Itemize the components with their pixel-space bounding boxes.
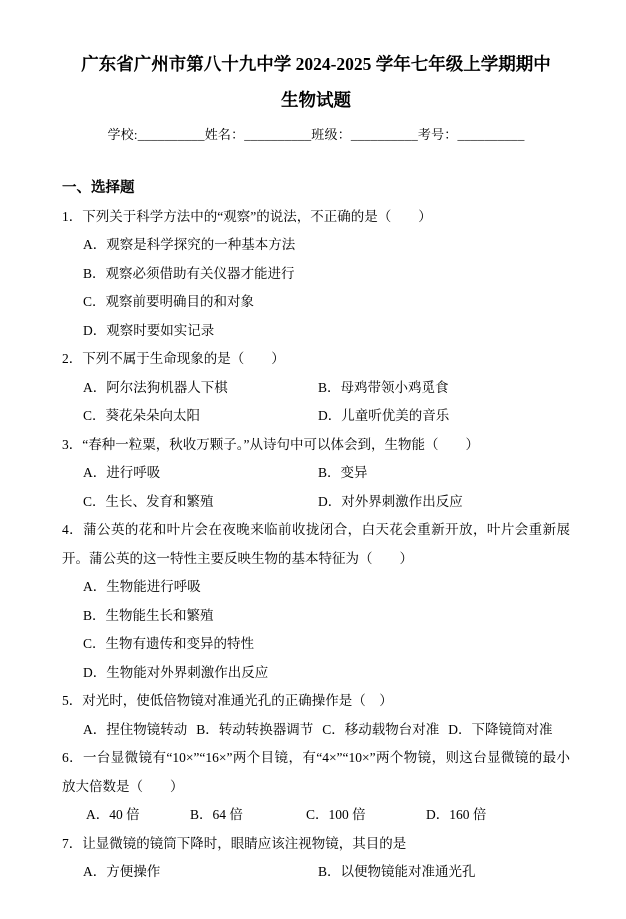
class-blank: __________	[350, 127, 418, 142]
question-4-option-d	[62, 659, 570, 688]
question-1-stem-text: 下列关于科学方法中的“观察”的说法，不正确的是（ ）	[82, 208, 432, 224]
option-text: 生物有遗传和变异的特性	[105, 636, 255, 651]
option-label: D．	[318, 493, 342, 509]
question-3-option-c	[83, 488, 318, 517]
option-label: A．	[86, 807, 110, 822]
question-4-option-b	[62, 602, 570, 631]
question-6-stem-text: 一台显微镜有“10×”“16×”两个目镜，有“4×”“10×”两个物镜，则这台显微镜的最小放大倍数是（ ）	[62, 750, 571, 794]
option-text: 移动载物台对准	[344, 721, 440, 737]
question-4-option-c	[62, 630, 570, 659]
option-text: 观察必须借助有关仪器才能进行	[105, 265, 295, 281]
question-1	[62, 203, 570, 346]
question-2	[62, 345, 570, 431]
question-3	[62, 431, 570, 517]
question-3-options	[62, 459, 570, 516]
question-5-option-c	[322, 716, 439, 745]
student-info-line	[62, 120, 570, 150]
name-blank: __________	[244, 127, 312, 142]
question-3-option-d	[318, 488, 570, 517]
question-5-option-b	[196, 716, 313, 745]
option-text: 捏住物镜转动	[106, 721, 188, 737]
question-6-option-b	[190, 801, 306, 830]
option-text: 葵花朵朵向太阳	[105, 408, 201, 423]
question-5-options	[62, 716, 570, 745]
option-text: 100 倍	[328, 807, 366, 822]
option-label: D．	[448, 721, 472, 737]
question-6	[62, 744, 570, 830]
option-text: 生长、发育和繁殖	[105, 493, 214, 509]
question-3-stem-text: “春种一粒粟，秋收万颗子。”从诗句中可以体会到，生物能（ ）	[82, 436, 479, 452]
question-1-number: 1．	[62, 208, 83, 224]
question-5-number: 5．	[62, 693, 83, 708]
question-4	[62, 516, 570, 687]
question-4-options	[62, 573, 570, 687]
question-2-option-a	[83, 374, 318, 403]
question-2-stem-text: 下列不属于生命现象的是（ ）	[82, 351, 285, 366]
option-label: A．	[83, 237, 107, 252]
option-label: A．	[83, 579, 107, 594]
name-label: 姓名：	[204, 127, 245, 142]
option-text: 儿童听优美的音乐	[341, 408, 450, 423]
option-label: B．	[318, 379, 341, 395]
option-label: B．	[83, 607, 106, 623]
option-text: 160 倍	[449, 807, 487, 822]
question-1-option-d	[62, 317, 570, 346]
option-text: 观察是科学探究的一种基本方法	[106, 237, 296, 252]
option-label: D．	[318, 408, 342, 423]
option-text: 变异	[340, 465, 368, 480]
school-field	[107, 127, 204, 142]
question-3-option-b	[318, 459, 570, 488]
question-1-options	[62, 231, 570, 345]
option-label: D．	[83, 322, 107, 338]
question-4-option-a	[62, 573, 570, 602]
option-label: C．	[322, 721, 345, 737]
option-label: A．	[83, 379, 107, 395]
option-text: 方便操作	[106, 864, 161, 879]
question-7-number: 7．	[62, 835, 83, 851]
exam-title-line1: 广东省广州市第八十九中学 2024-2025 学年七年级上学期期中	[81, 54, 551, 74]
option-label: C．	[306, 807, 329, 822]
question-5-stem	[62, 687, 570, 716]
option-text: 64 倍	[212, 807, 243, 822]
option-text: 转动转换器调节	[218, 721, 314, 737]
question-7-option-b	[318, 858, 570, 887]
section-heading-multiple-choice: 一、选择题	[62, 180, 135, 196]
option-text: 以便物镜能对准通光孔	[340, 864, 476, 879]
question-7-stem	[62, 830, 570, 859]
option-label: C．	[83, 493, 106, 509]
question-6-options	[62, 801, 570, 830]
question-5-option-a	[83, 716, 187, 745]
option-label: C．	[83, 408, 106, 423]
question-4-number: 4．	[62, 522, 84, 537]
question-5-option-d	[448, 716, 552, 745]
question-2-options	[62, 374, 570, 431]
option-text: 观察前要明确目的和对象	[105, 294, 255, 309]
question-2-option-c	[83, 402, 318, 431]
class-field	[311, 127, 418, 142]
question-3-stem	[62, 431, 570, 460]
option-text: 阿尔法狗机器人下棋	[106, 379, 228, 395]
question-1-option-c	[62, 288, 570, 317]
option-label: B．	[318, 864, 341, 879]
option-text: 母鸡带领小鸡觅食	[340, 379, 449, 395]
option-label: D．	[83, 664, 107, 680]
class-label: 班级：	[311, 127, 351, 142]
school-label: 学校:	[107, 127, 138, 142]
question-7	[62, 830, 570, 887]
exam-number-label: 考号：	[417, 127, 458, 142]
option-text: 观察时要如实记录	[106, 322, 215, 338]
option-text: 40 倍	[109, 807, 140, 822]
name-field	[205, 127, 312, 142]
question-3-number: 3．	[62, 436, 83, 452]
question-6-option-a	[86, 801, 190, 830]
option-label: B．	[83, 265, 106, 281]
question-4-stem	[62, 516, 570, 573]
question-1-option-a	[62, 231, 570, 260]
question-5-stem-text: 对光时，使低倍物镜对准通光孔的正确操作是（ ）	[82, 693, 393, 708]
question-6-option-c	[306, 801, 426, 830]
option-label: C．	[83, 636, 106, 651]
question-6-number: 6．	[62, 750, 84, 765]
option-label: C．	[83, 294, 106, 309]
question-6-option-d	[426, 801, 570, 830]
question-7-options	[62, 858, 570, 887]
question-4-stem-text: 蒲公英的花和叶片会在夜晚来临前收拢闭合，白天花会重新开放，叶片会重新展开。蒲公英的这一特性主要反映生物的基本特征为（ ）	[62, 522, 571, 566]
question-6-stem	[62, 744, 570, 801]
question-7-option-a	[83, 858, 318, 887]
option-text: 进行呼吸	[106, 465, 161, 480]
question-3-option-a	[83, 459, 318, 488]
option-text: 下降镜筒对准	[471, 721, 553, 737]
option-label: A．	[83, 864, 107, 879]
question-1-stem	[62, 203, 570, 232]
option-label: A．	[83, 721, 107, 737]
question-5	[62, 687, 570, 744]
option-text: 生物能进行呼吸	[106, 579, 201, 594]
option-text: 生物能生长和繁殖	[105, 607, 214, 623]
question-2-option-b	[318, 374, 570, 403]
exam-number-field	[418, 127, 525, 142]
exam-title-line2: 生物试题	[281, 90, 351, 110]
option-label: D．	[426, 807, 450, 822]
exam-number-blank: __________	[457, 127, 525, 142]
option-label: B．	[190, 807, 213, 822]
question-2-stem	[62, 345, 570, 374]
question-2-number: 2．	[62, 351, 83, 366]
option-label: B．	[318, 465, 341, 480]
option-label: B．	[196, 721, 219, 737]
question-2-option-d	[318, 402, 570, 431]
question-1-option-b	[62, 260, 570, 289]
option-text: 生物能对外界刺激作出反应	[106, 664, 269, 680]
school-blank: __________	[137, 127, 205, 142]
question-7-stem-text: 让显微镜的镜筒下降时，眼睛应该注视物镜，其目的是	[82, 835, 407, 851]
option-text: 对外界刺激作出反应	[341, 493, 463, 509]
option-label: A．	[83, 465, 107, 480]
